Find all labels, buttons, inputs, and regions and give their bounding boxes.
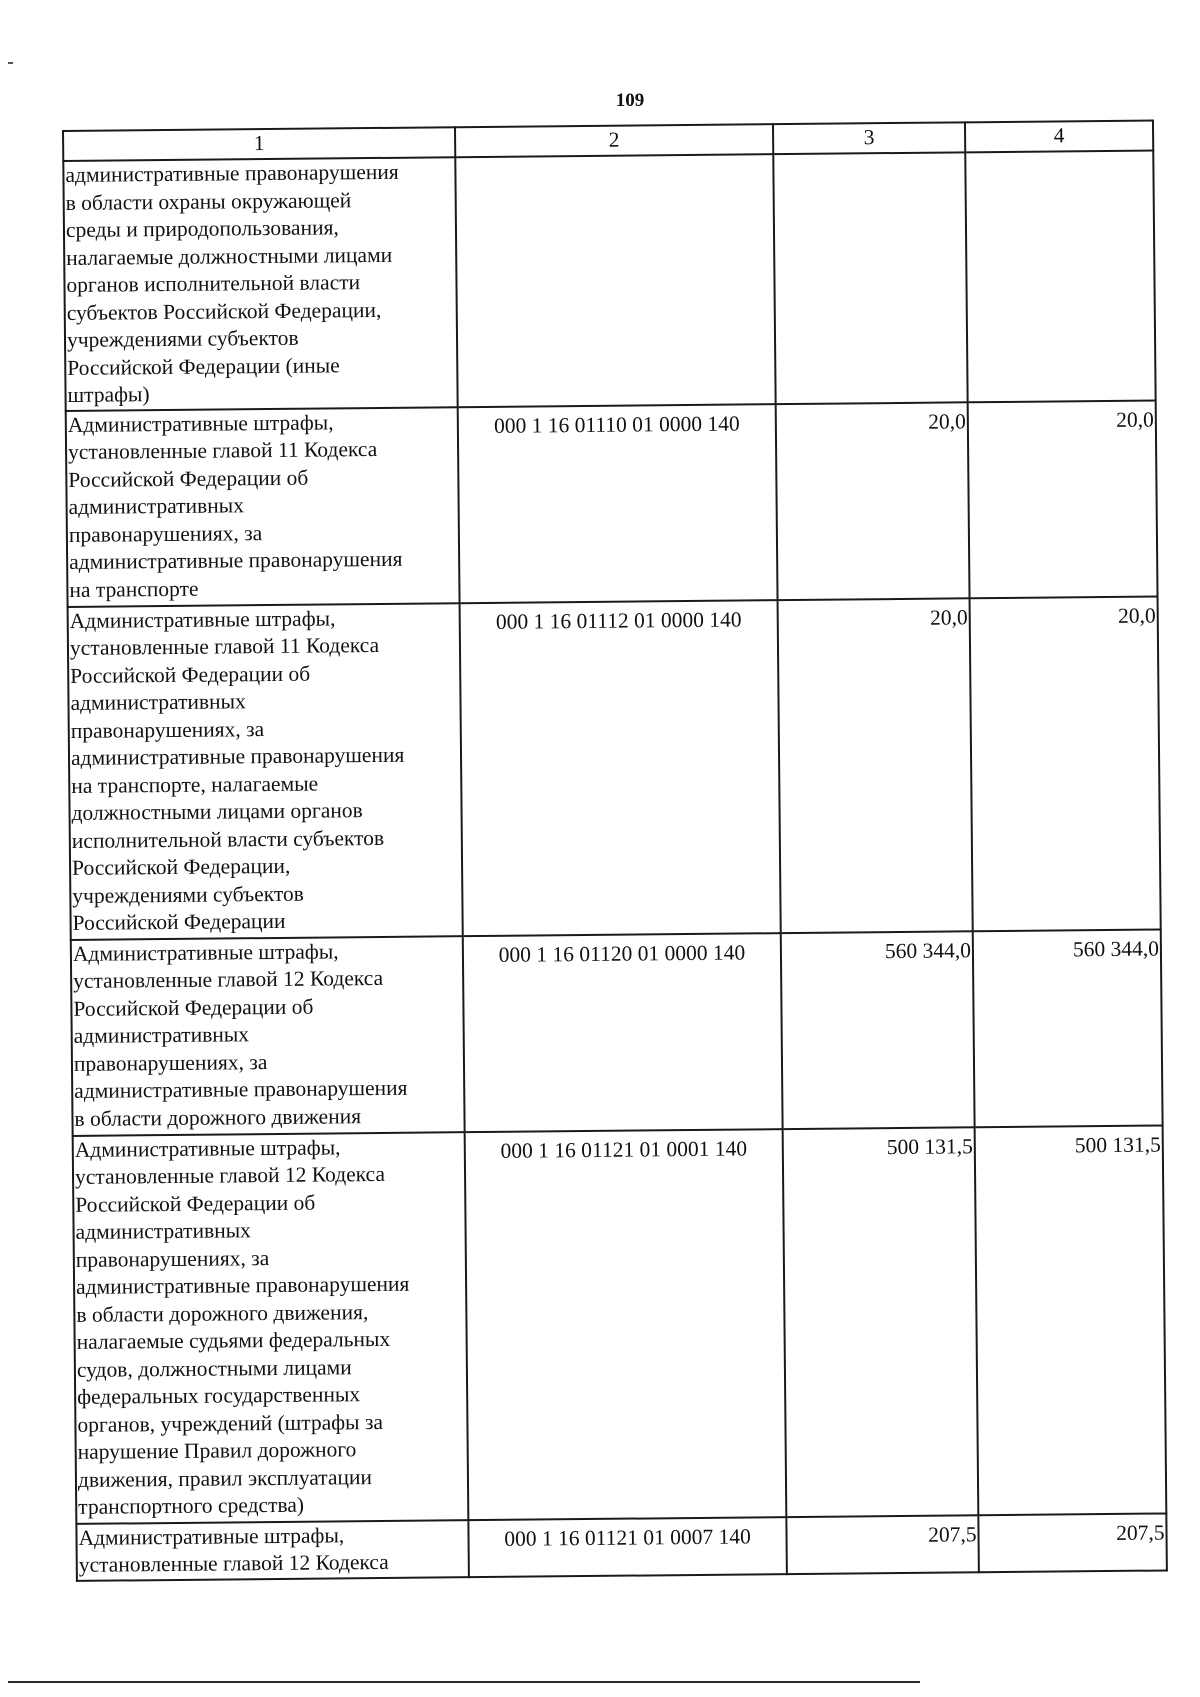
- row-description: Административные штрафы, установленные главой 11 Кодекса Российской Федерации об административных правонарушениях, за административные правонарушения на транспорте: [66, 407, 460, 607]
- row-amount-col3: [773, 152, 967, 403]
- table-row: [63, 151, 1155, 411]
- row-amount-col4: 560 344,0: [973, 929, 1163, 1127]
- column-header-1: 1: [63, 127, 455, 161]
- row-amount-col4: 500 131,5: [975, 1125, 1167, 1515]
- column-header-2: 2: [455, 124, 773, 157]
- row-amount-col4: [965, 151, 1155, 402]
- table-row: [71, 929, 1163, 1135]
- page-number: 109: [615, 90, 645, 111]
- footer-rule: [8, 1681, 920, 1683]
- row-description: Административные штрафы, установленные главой 12 Кодекса Российской Федерации об административных правонарушениях, за административные правонарушения в области дорожного движения, налагаемые судьями федеральных судов, должностными лицами федеральных государственных органов, учреждений (штрафы за нарушение Правил дорожного движения, правил эксплуатации транспортного средства): [73, 1132, 469, 1524]
- row-amount-col3: 207,5: [786, 1515, 979, 1574]
- row-budget-code: [455, 154, 775, 407]
- row-description: Административные штрафы, установленные главой 11 Кодекса Российской Федерации об административных правонарушениях, за административные правонарушения на транспорте, налагаемые должностными лицами органов исполнительной власти субъектов Российской Федерации, учреждениями субъектов Российской Федерации: [68, 603, 463, 940]
- revenue-table: [62, 120, 1168, 1582]
- row-amount-col4: 20,0: [968, 400, 1158, 598]
- table-row: [68, 596, 1161, 939]
- row-amount-col3: 20,0: [778, 598, 973, 933]
- row-budget-code: 000 1 16 01110 01 0000 140: [458, 404, 778, 603]
- row-budget-code: 000 1 16 01120 01 0000 140: [463, 933, 783, 1132]
- row-amount-col3: 20,0: [776, 402, 970, 600]
- row-description: Административные штрафы, установленные главой 12 Кодекса Российской Федерации об административных правонарушениях, за административные правонарушения в области дорожного движения: [71, 936, 465, 1136]
- row-amount-col4: 207,5: [978, 1513, 1167, 1572]
- row-amount-col3: 560 344,0: [781, 931, 975, 1129]
- row-budget-code: 000 1 16 01121 01 0001 140: [465, 1129, 787, 1520]
- row-amount-col4: 20,0: [970, 596, 1161, 931]
- column-header-3: 3: [773, 122, 965, 154]
- row-budget-code: 000 1 16 01121 01 0007 140: [468, 1517, 787, 1577]
- table-row: [73, 1125, 1167, 1523]
- row-budget-code: 000 1 16 01112 01 0000 140: [460, 600, 781, 936]
- row-amount-col3: 500 131,5: [783, 1127, 979, 1517]
- scan-corner-mark: [8, 62, 13, 64]
- table-row: [76, 1513, 1166, 1580]
- row-description: Административные штрафы, установленные главой 12 Кодекса: [76, 1520, 469, 1581]
- table-row: [66, 400, 1158, 606]
- row-description: административные правонарушения в области охраны окружающей среды и природопользования, налагаемые должностными лицами органов исполнительной власти субъектов Российской Федерации, учреждениями субъектов Российской Федерации (иные штрафы): [63, 157, 457, 410]
- column-header-4: 4: [965, 121, 1153, 153]
